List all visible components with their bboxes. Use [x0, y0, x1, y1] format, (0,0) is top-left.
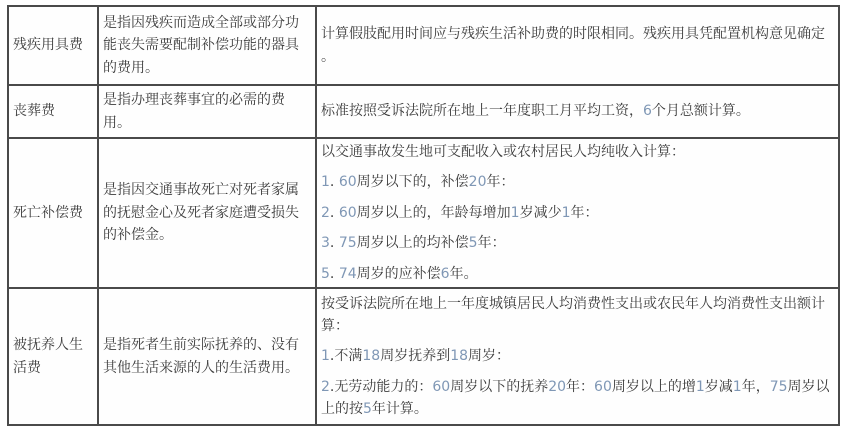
fee-name-cell	[8, 138, 98, 288]
fee-name: 死亡补偿费	[13, 204, 83, 221]
standard-line: 计算假肢配用时间应与残疾生活补助费的时限相同。残疾用具凭配置机构意见确定 。	[321, 26, 825, 65]
fee-definition: 是指因残疾而造成全部或部分功能丧失需要配制补偿功能的器具的费用。	[103, 14, 299, 76]
table-row	[8, 85, 839, 138]
definition-cell	[98, 85, 316, 138]
definition-cell	[98, 138, 316, 288]
standard-cell	[316, 6, 839, 85]
standard-cell	[316, 288, 839, 425]
standard-line: 3. 75周岁以上的均补偿5年：	[321, 235, 506, 252]
standard-line: 以交通事故发生地可支配收入或农村居民人均纯收入计算：	[321, 144, 685, 161]
table-row	[8, 138, 839, 288]
fee-name-cell	[8, 6, 98, 85]
fee-definition: 是指因交通事故死亡对死者家属的抚慰金心及死者家庭遭受损失的补偿金。	[103, 182, 299, 244]
fee-definition: 是指死者生前实际抚养的、没有其他生活来源的人的生活费用。	[103, 337, 299, 376]
standard-cell	[316, 138, 839, 288]
standard-line: 1. 60周岁以下的，补偿20年：	[321, 174, 515, 191]
fee-name-cell	[8, 288, 98, 425]
definition-cell	[98, 6, 316, 85]
standard-line: 2. 60周岁以上的，年龄每增加1岁减少1年：	[321, 204, 599, 221]
fee-definition: 是指办理丧葬事宜的必需的费用。	[103, 92, 285, 131]
standard-line: 1.不满18周岁抚养到18周岁：	[321, 348, 511, 365]
definition-cell	[98, 288, 316, 425]
fee-name-cell	[8, 85, 98, 138]
compensation-table-container	[7, 5, 840, 426]
table-row	[8, 288, 839, 425]
fee-name: 丧葬费	[13, 103, 55, 120]
compensation-fee-table	[7, 5, 840, 426]
standard-cell	[316, 85, 839, 138]
standard-line: 标准按照受诉法院所在地上一年度职工月平均工资，6个月总额计算。	[321, 103, 750, 120]
fee-name: 被抚养人生活费	[13, 337, 83, 376]
standard-line: 5. 74周岁的应补偿6年。	[321, 265, 478, 282]
fee-name: 残疾用具费	[13, 37, 83, 54]
standard-line: 按受诉法院所在地上一年度城镇居民人均消费性支出或农民年人均消费性支出额计算：	[321, 295, 825, 334]
standard-line: 2.无劳动能力的：60周岁以下的抚养20年：60周岁以上的增1岁减1年，75周岁以上的按5年计算。	[321, 378, 830, 418]
table-row	[8, 6, 839, 85]
